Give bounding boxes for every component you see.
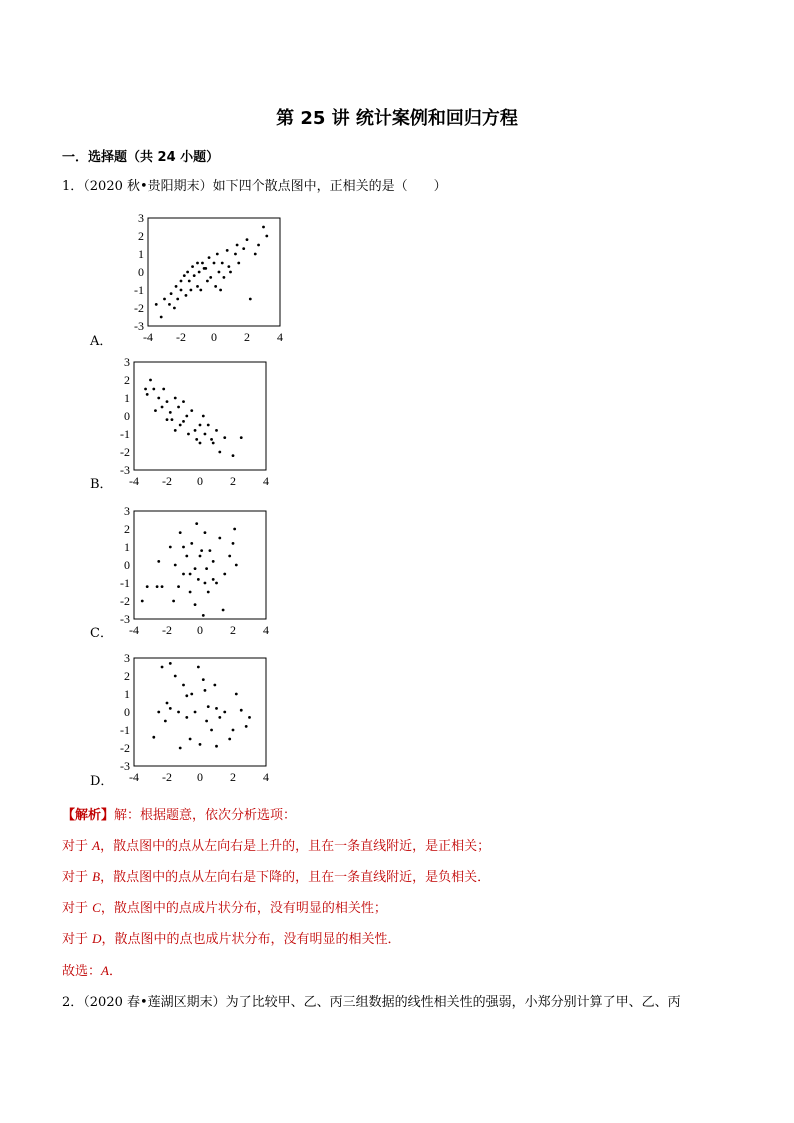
option-c-label: C． (90, 626, 113, 641)
scatter-point (174, 429, 177, 432)
analysis-intro (62, 804, 296, 823)
scatter-point (203, 267, 206, 270)
y-tick-label: -3 (120, 759, 130, 773)
y-tick-label: -2 (120, 594, 130, 608)
scatter-point (234, 253, 237, 256)
scatter-point (232, 729, 235, 732)
option-b-label: B． (90, 477, 113, 492)
plot-frame (134, 658, 266, 766)
y-tick-label: -2 (120, 445, 130, 459)
y-tick-label: 2 (124, 522, 130, 536)
question-1-stem: 1．（2020 秋•贵阳期末）如下四个散点图中，正相关的是（ ） (62, 179, 447, 194)
scatter-point (257, 244, 260, 247)
scatter-point (223, 436, 226, 439)
scatter-plot-b (106, 356, 276, 488)
scatter-point (196, 262, 199, 265)
scatter-point (189, 573, 192, 576)
scatter-point (182, 573, 185, 576)
scatter-point (190, 693, 193, 696)
scatter-point (169, 546, 172, 549)
scatter-point (202, 678, 205, 681)
scatter-point (212, 560, 215, 563)
scatter-point (155, 303, 158, 306)
scatter-point (209, 276, 212, 279)
scatter-point (194, 567, 197, 570)
y-tick-label: 2 (124, 373, 130, 387)
scatter-point (254, 253, 257, 256)
scatter-point (185, 694, 188, 697)
scatter-point (166, 418, 169, 421)
scatter-point (169, 662, 172, 665)
option-variable: B (92, 869, 101, 884)
scatter-point (218, 451, 221, 454)
scatter-point (207, 591, 210, 594)
scatter-point (180, 289, 183, 292)
scatter-point (168, 303, 171, 306)
scatter-point (221, 262, 224, 265)
x-tick-label: -4 (129, 770, 139, 784)
analysis-line-text: ，散点图中的点成片状分布，没有明显的相关性； (100, 901, 387, 916)
scatter-point (161, 585, 164, 588)
x-tick-label: -2 (162, 623, 172, 637)
scatter-point (172, 600, 175, 603)
x-tick-label: 2 (230, 770, 236, 784)
scatter-point (177, 406, 180, 409)
scatter-point (228, 555, 231, 558)
scatter-point (154, 409, 157, 412)
scatter-point (222, 609, 225, 612)
scatter-point (199, 424, 202, 427)
analysis-tag: 【解析】 (62, 808, 115, 823)
plot-frame (148, 218, 280, 326)
analysis-line-a (62, 835, 490, 854)
scatter-point (240, 436, 243, 439)
scatter-point (215, 707, 218, 710)
x-tick-label: -4 (129, 623, 139, 637)
scatter-point (198, 271, 201, 274)
scatter-point (195, 438, 198, 441)
scatter-point (227, 265, 230, 268)
y-tick-label: 3 (124, 652, 130, 665)
scatter-point (223, 276, 226, 279)
y-tick-label: 2 (124, 669, 130, 683)
scatter-point (223, 711, 226, 714)
scatter-point (199, 743, 202, 746)
scatter-point (177, 711, 180, 714)
y-tick-label: 3 (124, 505, 130, 518)
y-tick-label: 0 (124, 409, 130, 423)
scatter-point (182, 546, 185, 549)
scatter-point (228, 738, 231, 741)
scatter-point (215, 582, 218, 585)
x-tick-label: 0 (197, 623, 203, 637)
y-tick-label: -2 (120, 741, 130, 755)
x-tick-label: 0 (197, 770, 203, 784)
scatter-point (163, 298, 166, 301)
scatter-point (156, 585, 159, 588)
scatter-point (160, 316, 163, 319)
scatter-plot-d (106, 652, 276, 784)
analysis-line-prefix: 对于 (62, 901, 93, 916)
scatter-point (190, 409, 193, 412)
scatter-point (210, 729, 213, 732)
scatter-point (202, 614, 205, 617)
scatter-point (157, 711, 160, 714)
scatter-point (188, 280, 191, 283)
y-tick-label: 1 (124, 540, 130, 554)
x-tick-label: -4 (129, 474, 139, 488)
scatter-point (202, 415, 205, 418)
scatter-point (179, 531, 182, 534)
x-tick-label: 2 (230, 474, 236, 488)
scatter-point (204, 689, 207, 692)
x-tick-label: -2 (176, 330, 186, 344)
plot-frame (134, 362, 266, 470)
scatter-point (193, 274, 196, 277)
question-2-stem: 2．（2020 春•莲湖区期末）为了比较甲、乙、丙三组数据的线性相关性的强弱，小郑分别计算了甲、乙、丙 (62, 995, 681, 1010)
scatter-point (236, 244, 239, 247)
scatter-point (185, 294, 188, 297)
scatter-point (187, 433, 190, 436)
y-tick-label: -2 (134, 301, 144, 315)
y-tick-label: 0 (124, 705, 130, 719)
scatter-point (197, 578, 200, 581)
y-tick-label: -1 (120, 427, 130, 441)
scatter-point (213, 262, 216, 265)
analysis-line-text: ，散点图中的点也成片状分布，没有明显的相关性． (101, 932, 401, 947)
scatter-point (157, 560, 160, 563)
scatter-point (149, 379, 152, 382)
scatter-point (185, 555, 188, 558)
option-variable: D (92, 931, 102, 946)
scatter-point (174, 397, 177, 400)
x-tick-label: 4 (263, 770, 269, 784)
scatter-point (215, 745, 218, 748)
y-tick-label: 3 (124, 356, 130, 369)
scatter-point (237, 262, 240, 265)
scatter-point (162, 388, 165, 391)
scatter-point (174, 675, 177, 678)
scatter-point (208, 256, 211, 259)
x-tick-label: 2 (230, 623, 236, 637)
scatter-point (175, 285, 178, 288)
scatter-point (179, 747, 182, 750)
scatter-point (152, 736, 155, 739)
scatter-point (245, 725, 248, 728)
scatter-point (152, 388, 155, 391)
scatter-point (166, 400, 169, 403)
y-tick-label: 0 (138, 265, 144, 279)
scatter-point (229, 271, 232, 274)
scatter-point (194, 429, 197, 432)
x-tick-label: 4 (263, 623, 269, 637)
scatter-point (218, 716, 221, 719)
scatter-point (161, 406, 164, 409)
y-tick-label: 1 (124, 687, 130, 701)
scatter-point (246, 238, 249, 241)
scatter-point (207, 705, 210, 708)
scatter-point (146, 393, 149, 396)
scatter-point (183, 274, 186, 277)
scatter-point (207, 424, 210, 427)
answer-prefix: 故选： (62, 964, 102, 979)
scatter-point (177, 585, 180, 588)
section-heading: 一．选择题（共 24 小题） (62, 150, 220, 165)
analysis-line-prefix: 对于 (62, 870, 93, 885)
y-tick-label: -3 (120, 612, 130, 626)
scatter-point (166, 702, 169, 705)
scatter-point (164, 720, 167, 723)
scatter-point (200, 549, 203, 552)
scatter-point (161, 666, 164, 669)
scatter-point (204, 531, 207, 534)
x-tick-label: -2 (162, 770, 172, 784)
x-tick-label: -2 (162, 474, 172, 488)
scatter-point (199, 555, 202, 558)
y-tick-label: -1 (120, 576, 130, 590)
x-tick-label: 0 (197, 474, 203, 488)
scatter-point (179, 424, 182, 427)
scatter-point (141, 600, 144, 603)
scatter-point (173, 307, 176, 310)
page-title: 第 25 讲 统计案例和回归方程 (276, 108, 518, 129)
scatter-point (204, 433, 207, 436)
scatter-point (190, 289, 193, 292)
x-tick-label: 0 (211, 330, 217, 344)
scatter-point (182, 420, 185, 423)
scatter-point (206, 280, 209, 283)
option-variable: C (92, 900, 101, 915)
analysis-line-prefix: 对于 (62, 932, 93, 947)
y-tick-label: 3 (138, 212, 144, 225)
option-d-label: D． (90, 774, 114, 789)
scatter-point (204, 582, 207, 585)
scatter-point (174, 564, 177, 567)
scatter-point (219, 289, 222, 292)
scatter-point (191, 265, 194, 268)
analysis-intro-text: 解：根据题意，依次分析选项： (114, 808, 297, 823)
scatter-point (233, 528, 236, 531)
scatter-point (186, 271, 189, 274)
scatter-point (216, 253, 219, 256)
x-tick-label: 4 (263, 474, 269, 488)
scatter-point (189, 591, 192, 594)
scatter-point (195, 522, 198, 525)
x-tick-label: 4 (277, 330, 283, 344)
scatter-point (176, 298, 179, 301)
scatter-point (248, 716, 251, 719)
scatter-point (182, 684, 185, 687)
x-tick-label: -4 (143, 330, 153, 344)
scatter-point (169, 411, 172, 414)
option-a-label: A． (90, 334, 113, 349)
scatter-point (199, 442, 202, 445)
scatter-point (185, 415, 188, 418)
scatter-point (235, 564, 238, 567)
scatter-plot-a (120, 212, 290, 344)
scatter-point (194, 711, 197, 714)
scatter-point (194, 603, 197, 606)
y-tick-label: -1 (134, 283, 144, 297)
scatter-point (215, 429, 218, 432)
scatter-point (209, 549, 212, 552)
scatter-point (240, 709, 243, 712)
scatter-point (189, 738, 192, 741)
y-tick-label: 0 (124, 558, 130, 572)
scatter-point (210, 438, 213, 441)
scatter-point (218, 271, 221, 274)
y-tick-label: -3 (134, 319, 144, 333)
scatter-point (199, 289, 202, 292)
scatter-point (144, 388, 147, 391)
scatter-point (214, 285, 217, 288)
scatter-point (180, 280, 183, 283)
scatter-point (170, 292, 173, 295)
analysis-line-text: ，散点图中的点从左向右是下降的，且在一条直线附近，是负相关． (100, 870, 491, 885)
scatter-point (205, 567, 208, 570)
scatter-point (182, 400, 185, 403)
scatter-point (157, 397, 160, 400)
analysis-line-d (62, 928, 401, 947)
scatter-point (262, 226, 265, 229)
scatter-point (249, 298, 252, 301)
x-tick-label: 2 (244, 330, 250, 344)
scatter-point (223, 573, 226, 576)
scatter-point (171, 418, 174, 421)
scatter-point (213, 684, 216, 687)
scatter-point (232, 454, 235, 457)
scatter-point (212, 578, 215, 581)
scatter-point (196, 285, 199, 288)
analysis-line-c (62, 897, 387, 916)
analysis-answer (62, 960, 122, 979)
y-tick-label: 2 (138, 229, 144, 243)
scatter-point (235, 693, 238, 696)
scatter-point (218, 537, 221, 540)
scatter-point (226, 249, 229, 252)
scatter-point (190, 542, 193, 545)
scatter-point (212, 442, 215, 445)
scatter-point (169, 707, 172, 710)
scatter-point (265, 235, 268, 238)
analysis-line-b (62, 866, 490, 885)
scatter-point (201, 262, 204, 265)
scatter-point (205, 720, 208, 723)
y-tick-label: 1 (138, 247, 144, 261)
plot-frame (134, 511, 266, 619)
option-variable: A (92, 838, 101, 853)
scatter-point (197, 666, 200, 669)
y-tick-label: -1 (120, 723, 130, 737)
scatter-point (232, 542, 235, 545)
scatter-point (242, 247, 245, 250)
scatter-plot-c (106, 505, 276, 637)
analysis-line-prefix: 对于 (62, 839, 93, 854)
scatter-point (185, 716, 188, 719)
answer-suffix: ． (108, 964, 122, 979)
y-tick-label: -3 (120, 463, 130, 477)
y-tick-label: 1 (124, 391, 130, 405)
analysis-line-text: ，散点图中的点从左向右是上升的，且在一条直线附近，是正相关； (100, 839, 491, 854)
answer-variable: A (101, 963, 109, 978)
scatter-point (146, 585, 149, 588)
